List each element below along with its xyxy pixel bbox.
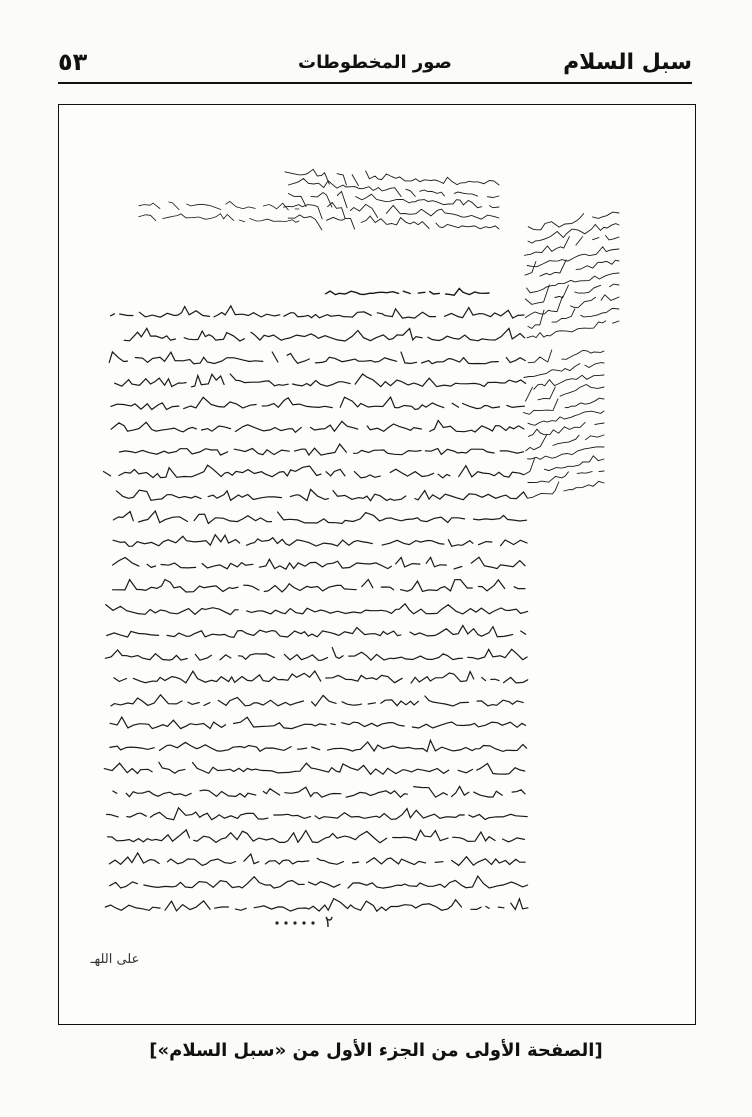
page-mark-dot [275,921,278,924]
page-mark-dot [311,921,314,924]
handwriting-stroke [326,288,489,295]
handwriting-stroke [279,179,499,198]
handwriting-stroke [110,444,523,455]
handwriting-stroke [113,557,525,569]
handwriting-stroke [528,224,619,244]
handwriting-stroke [528,350,604,363]
header-rule [58,82,692,84]
manuscript-corner-note: على اللهـ [90,952,140,967]
handwriting-stroke [524,363,604,378]
manuscript-page-mark: ٢ [324,912,334,931]
handwriting-stroke [528,471,604,483]
handwriting-stroke [528,212,619,230]
handwriting-stroke [104,465,524,478]
handwriting-stroke [522,385,605,402]
manuscript-image [59,105,695,1024]
handwriting-stroke [521,308,619,328]
handwriting-stroke [100,808,527,820]
running-book-title: سبل السلام [563,50,692,75]
handwriting-stroke [111,695,523,706]
handwriting-stroke [139,201,299,210]
handwriting-stroke [525,236,620,256]
handwriting-stroke [515,260,619,276]
handwriting-stroke [106,786,525,797]
handwriting-stroke [523,398,604,414]
handwriting-stroke [526,374,604,389]
page-header [58,46,692,80]
figure-caption: [الصفحة الأولى من الجزء الأول من «سبل السلام»] [149,1040,603,1061]
handwriting-stroke [110,717,525,729]
handwriting-stroke [115,374,526,387]
handwriting-stroke [107,625,526,637]
handwriting-stroke [139,214,299,223]
handwriting-stroke [526,434,604,451]
page-mark-dot [293,921,296,924]
handwriting-stroke [110,876,528,888]
handwriting-stroke [109,352,525,364]
handwriting-stroke [105,648,527,661]
handwriting-stroke [115,328,525,341]
handwriting-stroke [114,671,528,683]
handwriting-stroke [113,580,526,593]
manuscript-frame [58,104,696,1025]
handwriting-stroke [527,481,604,498]
handwriting-stroke [111,420,524,432]
handwriting-stroke [288,215,499,230]
handwriting-stroke [97,762,524,774]
handwriting-stroke [528,411,604,425]
handwriting-stroke [111,306,524,318]
handwriting-stroke [527,321,619,338]
handwriting-stroke [105,899,528,912]
handwriting-stroke [108,830,525,843]
manuscript-handwriting [97,169,619,924]
handwriting-stroke [284,202,500,219]
handwriting-stroke [98,604,528,615]
handwriting-stroke [109,489,527,500]
page-number: ٥٣ [58,48,88,76]
handwriting-stroke [113,511,526,524]
handwriting-stroke [113,535,527,547]
handwriting-stroke [109,853,525,866]
handwriting-stroke [527,247,619,267]
page-mark-dot [284,921,287,924]
handwriting-stroke [111,397,525,409]
handwriting-stroke [529,422,605,436]
running-section-title: صور المخطوطات [298,52,452,73]
handwriting-stroke [525,284,619,304]
handwriting-stroke [110,740,527,751]
page-mark-dot [302,921,305,924]
